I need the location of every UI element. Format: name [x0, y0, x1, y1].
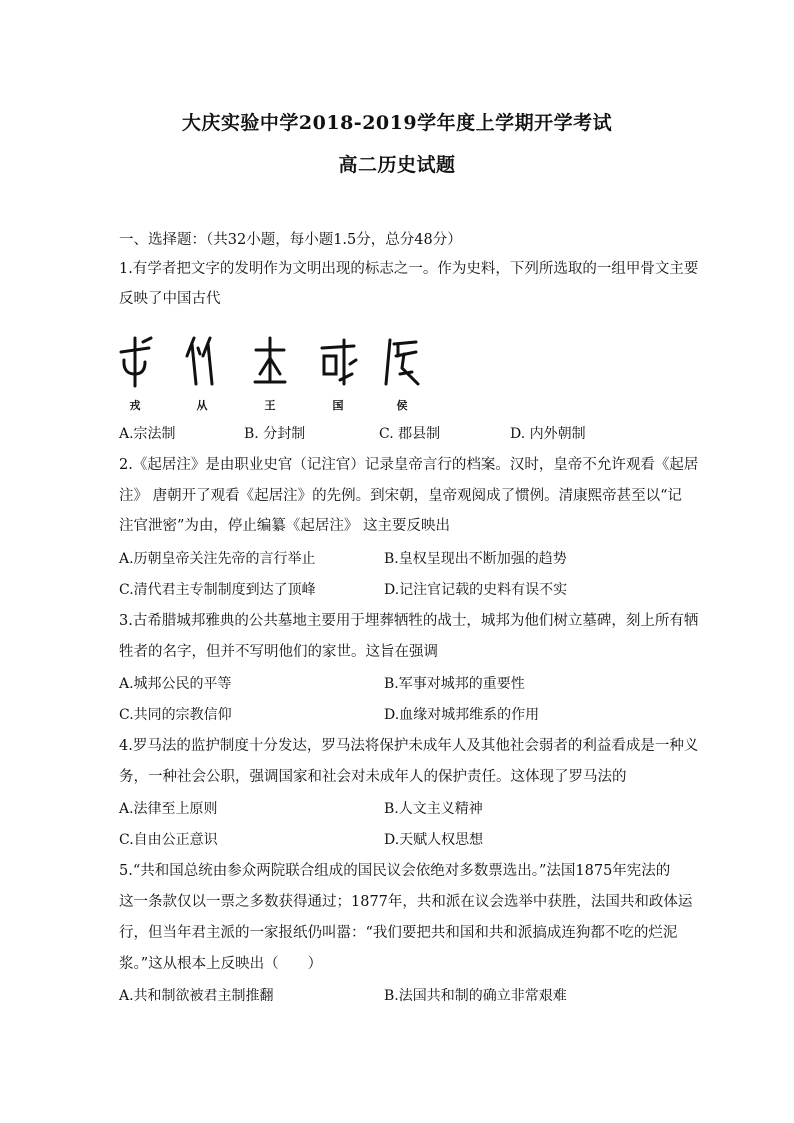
question-2-option-d[interactable]: D.记注官记载的史料有误不实 [384, 582, 568, 598]
glyph-label-cong: 从 [196, 399, 208, 412]
question-1-option-d[interactable]: D. 内外朝制 [510, 426, 586, 442]
oracle-glyph-guo [318, 334, 358, 389]
question-1-line-2: 反映了中国古代 [119, 291, 221, 307]
question-4-option-c[interactable]: C.自由公正意识 [119, 832, 218, 848]
exam-subtitle: 高二历史试题 [338, 154, 456, 176]
question-3-option-c[interactable]: C.共同的宗教信仰 [119, 707, 232, 723]
question-2-line-3: 注官泄密”为由，停止编纂《起居注》 这主要反映出 [119, 518, 451, 534]
glyph-label-guo: 国 [332, 399, 344, 412]
oracle-glyph-hou [382, 334, 422, 389]
oracle-glyph-rong [115, 334, 155, 389]
question-4-option-a[interactable]: A.法律至上原则 [119, 801, 218, 817]
question-3-line-2: 牲者的名字，但并不写明他们的家世。这旨在强调 [119, 644, 438, 660]
oracle-bone-glyphs [110, 334, 430, 424]
question-5-line-4: 浆。”这从根本上反映出（ ） [119, 956, 323, 972]
question-5-line-3: 行，但当年君主派的一家报纸仍叫嚣：“我们要把共和国和共和派搞成连狗都不吃的烂泥 [119, 925, 678, 941]
question-4-option-b[interactable]: B.人文主义精神 [384, 801, 483, 817]
section-heading: 一、选择题：（共32小题，每小题1.5分，总分48分） [119, 232, 462, 248]
question-3-option-a[interactable]: A.城邦公民的平等 [119, 676, 232, 692]
question-1-option-b[interactable]: B. 分封制 [244, 426, 306, 442]
question-1-option-c[interactable]: C. 郡县制 [379, 426, 441, 442]
question-2-line-1: 2.《起居注》是由职业史官（记注官）记录皇帝言行的档案。汉时，皇帝不允许观看《起居 [119, 457, 699, 473]
question-5-option-a[interactable]: A.共和制欲被君主制推翻 [119, 988, 274, 1004]
question-5-option-b[interactable]: B.法国共和制的确立非常艰难 [384, 988, 567, 1004]
glyph-label-hou: 侯 [396, 399, 408, 412]
question-5-line-1: 5.“共和国总统由参众两院联合组成的国民议会依绝对多数票选出。”法国1875年宪法的 [119, 863, 671, 879]
question-3-option-b[interactable]: B.军事对城邦的重要性 [384, 676, 525, 692]
question-5-line-2: 这一条款仅以一票之多数获得通过；1877年，共和派在议会选举中获胜，法国共和政体运 [119, 894, 693, 910]
question-4-line-1: 4.罗马法的监护制度十分发达，罗马法将保护未成年人及其他社会弱者的利益看成是一种义 [119, 738, 699, 754]
question-1-line-1: 1.有学者把文字的发明作为文明出现的标志之一。作为史料，下列所选取的一组甲骨文主要 [119, 261, 699, 277]
question-2-option-a[interactable]: A.历朝皇帝关注先帝的言行举止 [119, 551, 316, 567]
glyph-label-rong: 戎 [129, 399, 141, 412]
oracle-glyph-wang [250, 334, 290, 389]
question-3-line-1: 3.古希腊城邦雅典的公共墓地主要用于埋葬牺牲的战士，城邦为他们树立墓碑，刻上所有牺 [119, 613, 699, 629]
glyph-label-wang: 王 [264, 399, 276, 412]
question-4-line-2: 务，一种社会公职，强调国家和社会对未成年人的保护责任。这体现了罗马法的 [119, 769, 627, 785]
question-3-option-d[interactable]: D.血缘对城邦维系的作用 [384, 707, 540, 723]
question-2-option-c[interactable]: C.清代君主专制制度到达了顶峰 [119, 582, 316, 598]
exam-title: 大庆实验中学2018-2019学年度上学期开学考试 [181, 112, 613, 134]
question-4-option-d[interactable]: D.天赋人权思想 [384, 832, 484, 848]
question-2-option-b[interactable]: B.皇权呈现出不断加强的趋势 [384, 551, 567, 567]
question-1-option-a[interactable]: A.宗法制 [119, 426, 176, 442]
oracle-glyph-cong [182, 334, 222, 389]
question-2-line-2: 注》 唐朝开了观看《起居注》的先例。到宋朝，皇帝观阅成了惯例。清康熙帝甚至以“记 [119, 488, 683, 504]
